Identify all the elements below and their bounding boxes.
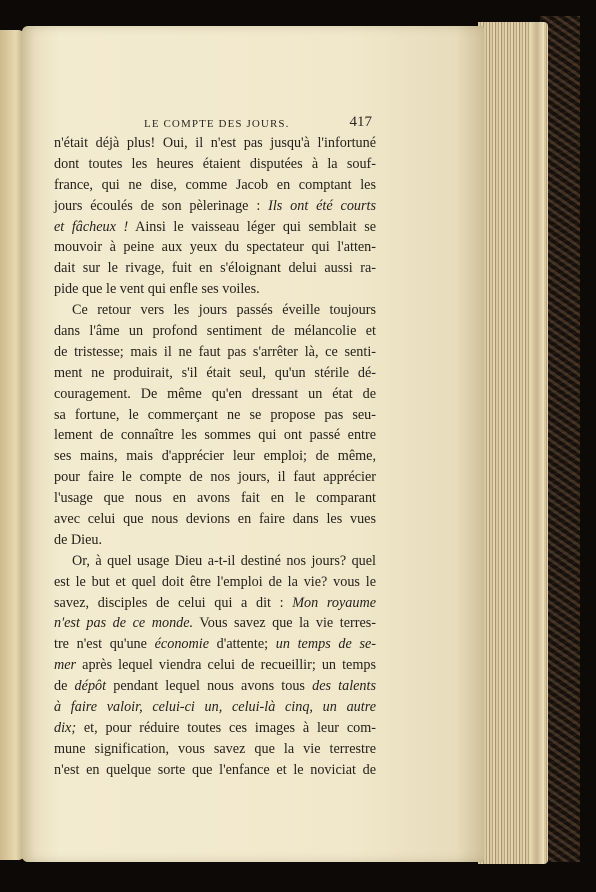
text-line: ses mains, mais d'apprécier leur emploi; de même, bbox=[54, 448, 376, 465]
text-line: avec celui que nous devions en faire dans les vues bbox=[54, 511, 376, 528]
text-line: dans l'âme un profond sentiment de mélancolie et bbox=[54, 323, 376, 340]
text-line: ment ne produirait, s'il était seul, qu'un stérile dé- bbox=[54, 364, 376, 381]
text-line: savez, disciples de celui qui a dit : Mon royaume bbox=[54, 594, 376, 611]
text-line: mune signification, vous savez que la vie terrestre bbox=[54, 740, 376, 757]
text-line: est le but et quel doit être l'emploi de la vie? vous le bbox=[54, 573, 376, 590]
text-line: de dépôt pendant lequel nous avons tous des talents bbox=[54, 678, 376, 695]
text-line: lement de connaître les sommes qui ont passé entre bbox=[54, 427, 376, 444]
text-line: pour faire le compte de nos jours, il faut apprécier bbox=[54, 469, 376, 486]
text-line: Ce retour vers les jours passés éveille toujours bbox=[72, 302, 376, 319]
text-line: de Dieu. bbox=[54, 531, 103, 548]
text-line: pide que le vent qui enfle ses voiles. bbox=[54, 281, 260, 298]
text-line: france, qui ne dise, comme Jacob en comptant les bbox=[54, 176, 376, 193]
running-title: LE COMPTE DES JOURS. bbox=[144, 118, 290, 130]
text-line: dait sur le rivage, fuit en s'éloignant delui aussi ra- bbox=[54, 260, 376, 277]
text-line: couragement. De même qu'en dressant un état de bbox=[54, 385, 376, 402]
text-line: dont toutes les heures étaient disputées à la souf- bbox=[54, 155, 376, 172]
text-line: et fâcheux ! Ainsi le vaisseau léger qui semblait se bbox=[54, 218, 377, 235]
text-line: sa fortune, le commerçant ne se propose pas seu- bbox=[54, 406, 376, 423]
text-line: de tristesse; mais il ne faut pas s'arrêter là, ce senti- bbox=[54, 343, 376, 360]
body-text bbox=[54, 133, 376, 781]
text-line: à faire valoir, celui-ci un, celui-là cinq, un autre bbox=[54, 699, 376, 716]
page-number: 417 bbox=[349, 114, 372, 130]
text-line: tre n'est qu'une économie d'attente; un temps de se- bbox=[54, 636, 376, 653]
text-line: n'est en quelque sorte que l'enfance et le noviciat de bbox=[54, 761, 376, 778]
text-line: jours écoulés de son pèlerinage : Ils ont été courts bbox=[54, 197, 376, 214]
text-line: l'usage que nous en avons fait en le comparant bbox=[54, 490, 376, 507]
text-line: dix; et, pour réduire toutes ces images à leur com- bbox=[54, 719, 376, 736]
text-line: mer après lequel viendra celui de recueillir; un temps bbox=[54, 657, 376, 674]
text-line: Or, à quel usage Dieu a-t-il destiné nos jours? quel bbox=[72, 552, 376, 569]
page-block-edge bbox=[478, 22, 548, 864]
text-line: n'était déjà plus! Oui, il n'est pas jusqu'à l'infortuné bbox=[54, 135, 376, 151]
text-line: mouvoir à peine aux yeux du spectateur qui l'atten- bbox=[54, 239, 376, 256]
text-line: n'est pas de ce monde. Vous savez que la vie terres- bbox=[54, 615, 376, 632]
